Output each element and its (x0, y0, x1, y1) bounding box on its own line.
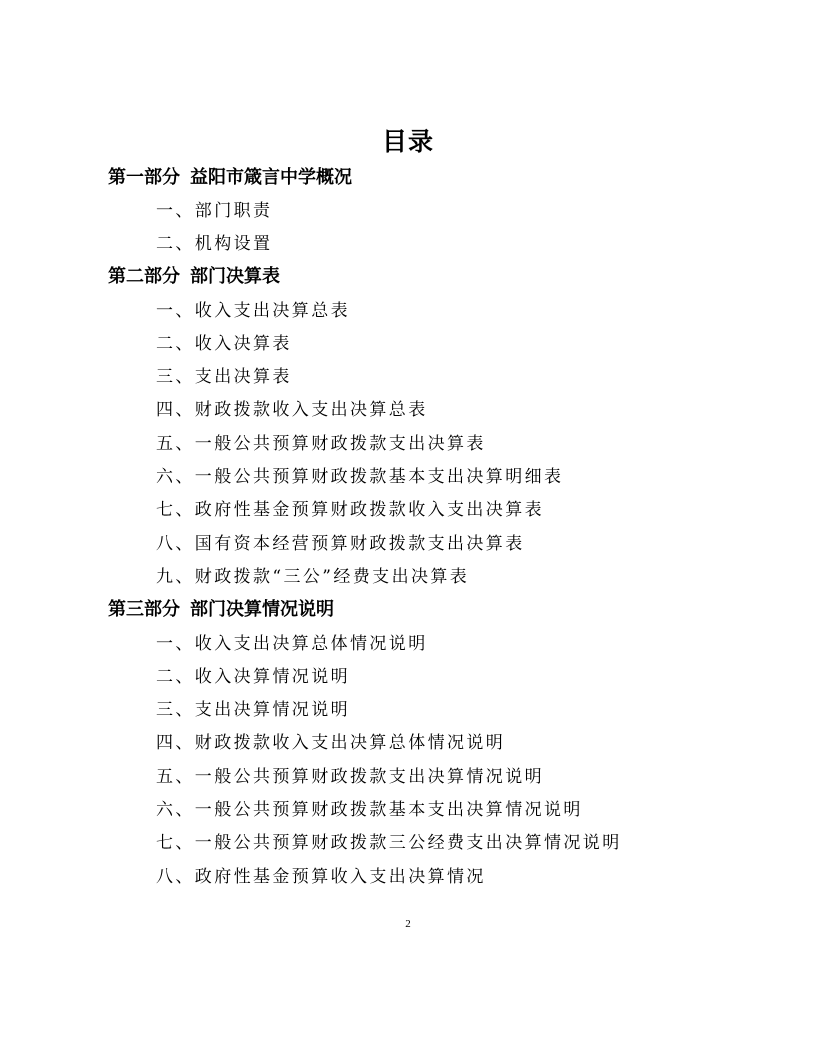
toc-part-1[interactable] (108, 166, 352, 190)
toc-item[interactable]: 六、一般公共预算财政拨款基本支出决算情况说明 (156, 800, 583, 820)
toc-item[interactable]: 六、一般公共预算财政拨款基本支出决算明细表 (156, 467, 564, 487)
toc-item[interactable]: 五、一般公共预算财政拨款支出决算表 (156, 434, 486, 454)
toc-part-label: 第三部分 (108, 599, 180, 620)
toc-item[interactable]: 九、财政拨款“三公”经费支出决算表 (156, 567, 470, 587)
toc-item[interactable]: 八、政府性基金预算收入支出决算情况 (156, 867, 486, 887)
toc-item[interactable]: 三、支出决算表 (156, 367, 292, 387)
toc-item[interactable]: 四、财政拨款收入支出决算总表 (156, 400, 428, 420)
toc-item[interactable]: 四、财政拨款收入支出决算总体情况说明 (156, 733, 506, 753)
toc-item[interactable]: 二、收入决算表 (156, 334, 292, 354)
toc-item[interactable]: 一、收入支出决算总表 (156, 301, 350, 321)
toc-part-2[interactable] (108, 265, 280, 289)
toc-part-name: 部门决算表 (190, 266, 280, 287)
toc-item[interactable]: 一、收入支出决算总体情况说明 (156, 634, 428, 654)
toc-item[interactable]: 五、一般公共预算财政拨款支出决算情况说明 (156, 767, 544, 787)
toc-item[interactable]: 二、机构设置 (156, 234, 273, 254)
toc-item[interactable]: 七、一般公共预算财政拨款三公经费支出决算情况说明 (156, 833, 622, 853)
toc-item[interactable]: 三、支出决算情况说明 (156, 700, 350, 720)
toc-item[interactable]: 八、国有资本经营预算财政拨款支出决算表 (156, 534, 525, 554)
toc-item[interactable]: 二、收入决算情况说明 (156, 667, 350, 687)
toc-part-name: 益阳市箴言中学概况 (190, 167, 352, 188)
toc-part-label: 第一部分 (108, 167, 180, 188)
toc-item[interactable]: 七、政府性基金预算财政拨款收入支出决算表 (156, 500, 544, 520)
toc-part-name: 部门决算情况说明 (190, 599, 334, 620)
toc-part-3[interactable] (108, 598, 334, 622)
toc-part-label: 第二部分 (108, 266, 180, 287)
toc-item[interactable]: 一、部门职责 (156, 201, 273, 221)
toc-title: 目录 (381, 127, 434, 156)
page-number: 2 (405, 918, 411, 930)
